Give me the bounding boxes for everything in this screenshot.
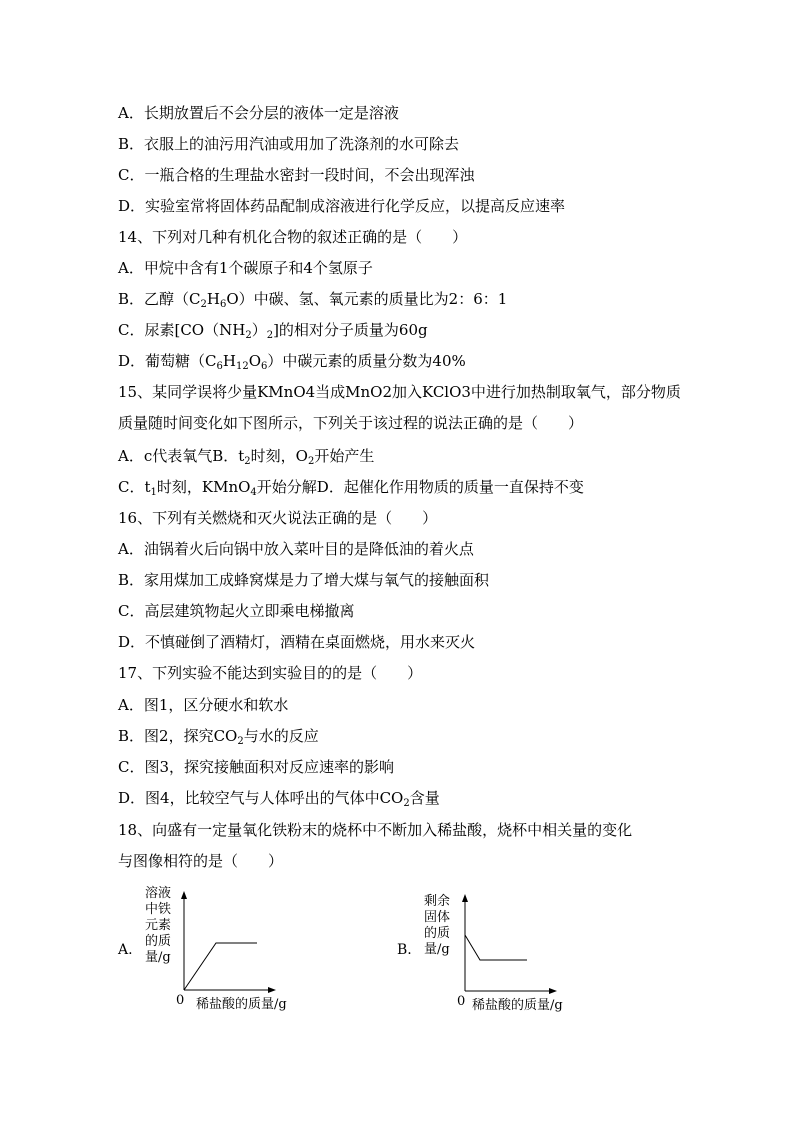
q15-options-cd: C．$t_1$时刻，KMnO$_4$开始分解D．起催化作用物质的质量一直保持不变 (118, 478, 584, 498)
q18-stem-line1: 18、向盛有一定量氧化铁粉末的烧杯中不断加入稀盐酸，烧杯中相关量的变化 (118, 821, 633, 839)
q14-stem: 14、下列对几种有机化合物的叙述正确的是（ ） (118, 228, 468, 246)
q17-option-c: C．图3，探究接触面积对反应速率的影响 (118, 758, 395, 776)
q16-option-c: C．高层建筑物起火立即乘电梯撤离 (118, 602, 355, 620)
q13-option-b: B．衣服上的油污用汽油或用加了洗涤剂的水可除去 (118, 135, 460, 153)
graph-b-y-arrow (462, 894, 468, 902)
q15-stem-line2: 质量随时间变化如下图所示，下列关于该过程的说法正确的是（ ） (118, 414, 584, 432)
q14-option-c: C．尿素$[CO(NH_2)_2]$的相对分子质量为60g (118, 321, 428, 341)
q17-stem: 17、下列实验不能达到实验目的的是（ ） (118, 664, 423, 682)
graph-b-origin: 0 (457, 994, 466, 1009)
q16-option-d: D．不慎碰倒了酒精灯，酒精在桌面燃烧，用水来灭火 (118, 633, 476, 651)
q17-option-b: B．图2，探究$CO_2$与水的反应 (118, 727, 319, 747)
graph-a-origin: 0 (176, 993, 185, 1008)
q13-option-d: D．实验室常将固体药品配制成溶液进行化学反应，以提高反应速率 (118, 197, 566, 215)
graph-a-curve (184, 943, 257, 990)
q16-stem: 16、下列有关燃烧和灭火说法正确的是（ ） (118, 509, 438, 527)
q14-option-a: A．甲烷中含有1个碳原子和4个氢原子 (118, 259, 373, 277)
q13-option-a: A．长期放置后不会分层的液体一定是溶液 (118, 104, 399, 122)
q18-stem-line2: 与图像相符的是（ ） (118, 852, 284, 870)
q15-stem-line1: 15、某同学误将少量KMnO4当成MnO2加入KClO3中进行加热制取氧气，部分物质 (118, 383, 681, 401)
q13-option-c: C．一瓶合格的生理盐水密封一段时间，不会出现浑浊 (118, 166, 475, 184)
graph-b-curve (465, 935, 527, 960)
q15-options-ab: A．c代表氧气B．$t_2$时刻，$O_2$开始产生 (118, 447, 375, 467)
graph-a-y-axis-label: 溶液 中铁 元素 的质 量/g (145, 886, 172, 965)
q14-option-b: B．乙醇$(C_2H_6O)$中碳、氢、氧元素的质量比为2：6：1 (118, 290, 508, 310)
graph-a-y-arrow (181, 891, 187, 899)
q16-option-b: B．家用煤加工成蜂窝煤是力了增大煤与氧气的接触面积 (118, 571, 490, 589)
graph-b-x-axis-label: 稀盐酸的质量/g (472, 998, 563, 1013)
graph-b-option-label: B. (397, 942, 412, 958)
q17-option-d: D．图4，比较空气与人体呼出的气体中$CO_2$含量 (118, 789, 440, 809)
graph-b-y-axis-label: 剩余 固体 的质 量/g (424, 894, 451, 957)
graph-a-x-axis-label: 稀盐酸的质量/g (196, 997, 287, 1012)
q17-option-a: A．图1，区分硬水和软水 (118, 696, 289, 714)
q16-option-a: A．油锅着火后向锅中放入菜叶目的是降低油的着火点 (118, 540, 474, 558)
q14-option-d: D．葡萄糖$(C_6H_{12}O_6)$中碳元素的质量分数为40% (118, 352, 466, 372)
graph-a-option-label: A. (118, 942, 133, 958)
